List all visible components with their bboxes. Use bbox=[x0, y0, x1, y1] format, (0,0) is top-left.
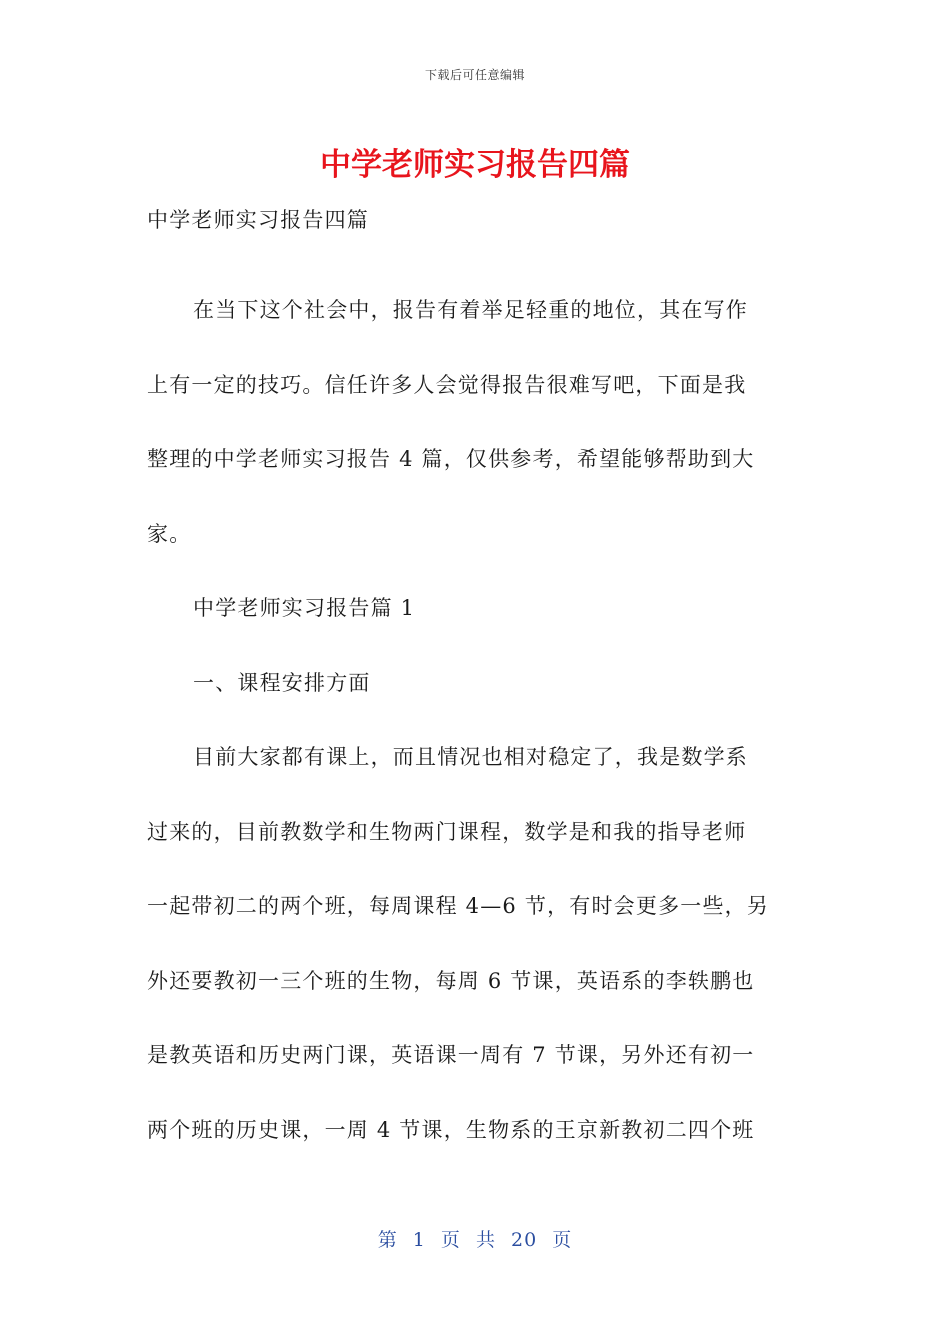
paragraph-line: 整理的中学老师实习报告 4 篇，仅供参考，希望能够帮助到大 bbox=[147, 447, 755, 471]
paragraph-line: 外还要教初一三个班的生物，每周 6 节课，英语系的李轶鹏也 bbox=[147, 968, 755, 993]
paragraph-line: 上有一定的技巧。信任许多人会觉得报告很难写吧，下面是我 bbox=[147, 372, 747, 397]
subsection-heading: 一、课程安排方面 bbox=[193, 670, 371, 695]
header-note: 下载后可任意编辑 bbox=[424, 68, 525, 82]
subtitle-line: 中学老师实习报告四篇 bbox=[147, 208, 369, 232]
paragraph-line: 家。 bbox=[147, 521, 192, 546]
document-title: 中学老师实习报告四篇 bbox=[320, 147, 630, 183]
paragraph-line: 是教英语和历史两门课，英语课一周有 7 节课，另外还有初一 bbox=[147, 1043, 755, 1067]
paragraph-line: 两个班的历史课，一周 4 节课，生物系的王京新教初二四个班 bbox=[147, 1117, 755, 1142]
paragraph-line: 在当下这个社会中，报告有着举足轻重的地位，其在写作 bbox=[193, 298, 748, 322]
paragraph-line: 目前大家都有课上，而且情况也相对稳定了，我是数学系 bbox=[193, 745, 748, 769]
paragraph-line: 过来的，目前教数学和生物两门课程，数学是和我的指导老师 bbox=[147, 819, 747, 844]
page-footer: 第 1 页 共 20 页 bbox=[377, 1229, 573, 1251]
section-heading: 中学老师实习报告篇 1 bbox=[193, 596, 416, 620]
document-body bbox=[147, 200, 807, 1184]
paragraph-line: 一起带初二的两个班，每周课程 4—6 节，有时会更多一些，另 bbox=[147, 894, 770, 918]
